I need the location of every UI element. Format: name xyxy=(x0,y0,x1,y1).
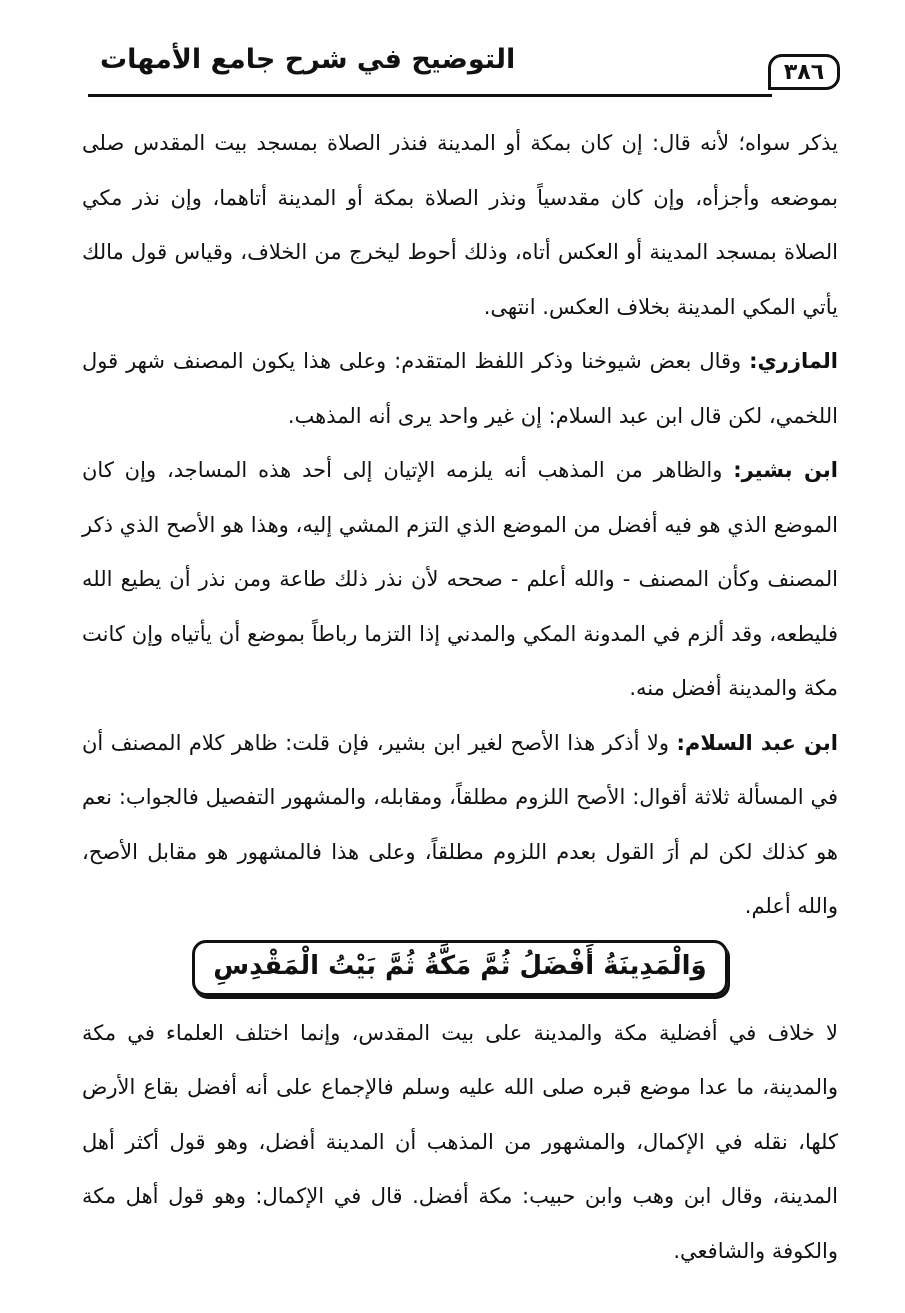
page-header xyxy=(88,40,840,102)
scholar-name: ابن بشير: xyxy=(733,458,838,482)
matn-container xyxy=(82,940,838,996)
header-rule xyxy=(88,94,772,97)
main-text xyxy=(82,116,838,1278)
matn-text: وَالْمَدِينَةُ أَفْضَلُ ثُمَّ مَكَّةُ ثُمَّ بَيْتُ الْمَقْدِسِ xyxy=(192,940,727,996)
paragraph-mazari xyxy=(82,334,838,443)
paragraph-text: ولا أذكر هذا الأصح لغير ابن بشير، فإن قلت: ظاهر كلام المصنف أن في المسألة ثلاثة أقوال: الأصح اللزوم مطلقاً، ومقابله، والمشهور التفصيل فالجواب: نعم هو كذلك لكن لم أرَ القول بعدم اللزوم مطلقاً، وعلى هذا فالمشهور هو مقابل الأصح، والله أعلم. xyxy=(82,730,838,918)
paragraph-ibn-abdessalam xyxy=(82,716,838,934)
scholar-name: ابن عبد السلام: xyxy=(676,730,838,755)
scholar-name: المازري: xyxy=(749,349,838,373)
paragraph-ibn-bashir xyxy=(82,443,838,716)
paragraph-text: وقال بعض شيوخنا وذكر اللفظ المتقدم: وعلى هذا يكون المصنف شهر قول اللخمي، لكن قال ابن عبد السلام: إن غير واحد يرى أنه المذهب. xyxy=(82,349,838,428)
running-title: التوضيح في شرح جامع الأمهات xyxy=(100,44,516,75)
page-number: ٣٨٦ xyxy=(768,54,840,90)
paragraph-text: والظاهر من المذهب أنه يلزمه الإتيان إلى أحد هذه المساجد، وإن كان الموضع الذي هو فيه أفضل من الموضع الذي التزم المشي إليه، وهذا هو الأصح الذي ذكر المصنف وكأن المصنف - والله أعلم - صححه لأن نذر ذلك طاعة ومن نذر أن يطيع الله فليطعه، وقد ألزم في المدونة المكي والمدني إذا التزما رباطاً بموضع أن يأتياه وإن كانت مكة والمدينة أفضل منه. xyxy=(82,458,838,700)
paragraph: يذكر سواه؛ لأنه قال: إن كان بمكة أو المدينة فنذر الصلاة بمسجد بيت المقدس صلى بموضعه وأجزأه، وإن كان مقدسياً ونذر الصلاة بمكة أو المدينة أتاهما، وإن نذر مكي الصلاة بمسجد المدينة أو العكس أتاه، وذلك أحوط ليخرج من الخلاف، وقياس قول مالك يأتي المكي المدينة بخلاف العكس. انتهى. xyxy=(82,131,838,319)
commentary-paragraph: لا خلاف في أفضلية مكة والمدينة على بيت المقدس، وإنما اختلف العلماء في مكة والمدينة، ما عدا موضع قبره صلى الله عليه وسلم فالإجماع على أنه أفضل بقاع الأرض كلها، نقله في الإكمال، والمشهور من المذهب أن المدينة أفضل، وهو قول أكثر أهل المدينة، وقال ابن وهب وابن حبيب: مكة أفضل. قال في الإكمال: وهو قول أهل مكة والكوفة والشافعي. xyxy=(82,1020,838,1263)
